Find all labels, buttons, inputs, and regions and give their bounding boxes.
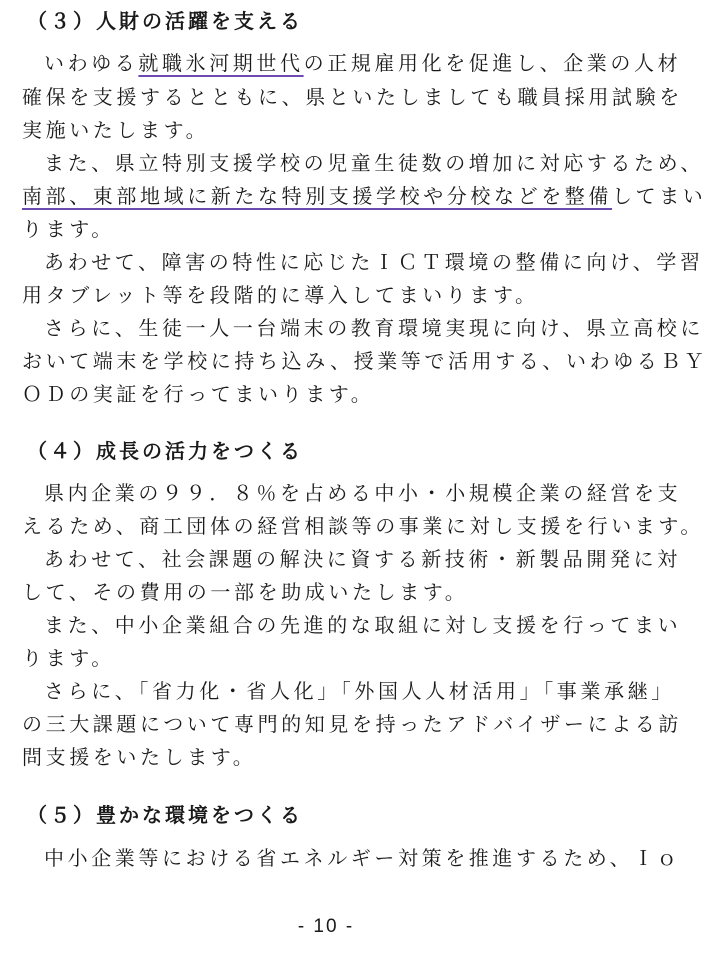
paragraph-line: 実施いたします。: [22, 118, 210, 142]
paragraph-line: あわせて、障害の特性に応じたＩＣＴ環境の整備に向け、学習: [44, 250, 704, 274]
paragraph-line: して、その費用の一部を助成いたします。: [22, 580, 469, 604]
paragraph-line: [22, 183, 707, 209]
paragraph-line: ります。: [22, 217, 115, 241]
paragraph-line: また、県立特別支援学校の児童生徒数の増加に対応するため、: [44, 151, 704, 175]
paragraph-line: さらに、生徒一人一台端末の教育環境実現に向け、県立高校に: [44, 316, 704, 340]
text-run: の正規雇用化を促進し、企業の人材: [303, 51, 682, 75]
underlined-text: 就職氷河期世代: [138, 51, 304, 75]
paragraph-line: ります。: [22, 646, 115, 670]
section-heading-5: （５）豊かな環境をつくる: [27, 803, 303, 827]
page-number: - 10 -: [297, 916, 355, 937]
section-heading-3: （３）人財の活躍を支える: [27, 9, 303, 33]
paragraph-line: 用タブレット等を段階的に導入してまいります。: [22, 283, 539, 307]
paragraph-line: [44, 50, 682, 76]
paragraph-line: 県内企業の９９．８％を占める中小・小規模企業の経営を支: [44, 481, 682, 505]
paragraph-line: えるため、商工団体の経営相談等の事業に対し支援を行います。: [22, 514, 704, 538]
paragraph-line: おいて端末を学校に持ち込み、授業等で活用する、いわゆるＢＹ: [22, 349, 708, 373]
paragraph-line: さらに、「省力化・省人化」「外国人人材活用」「事業承継」: [44, 679, 675, 703]
text-run: いわゆる: [44, 51, 139, 75]
paragraph-line: あわせて、社会課題の解決に資する新技術・新製品開発に対: [44, 547, 681, 571]
paragraph-line: また、中小企業組合の先進的な取組に対し支援を行ってまい: [44, 613, 682, 637]
text-run: してまい: [612, 184, 707, 208]
paragraph-line: 問支援をいたします。: [22, 745, 257, 769]
paragraph-line: 中小企業等における省エネルギー対策を推進するため、Ｉｏ: [44, 846, 681, 870]
paragraph-line: の三大課題について専門的知見を持ったアドバイザーによる訪: [22, 712, 682, 736]
section-heading-4: （４）成長の活力をつくる: [27, 439, 303, 463]
paragraph-line: 確保を支援するとともに、県といたしましても職員採用試験を: [22, 85, 683, 109]
paragraph-line: ＯＤの実証を行ってまいります。: [22, 382, 375, 406]
underlined-text: 南部、東部地域に新たな特別支援学校や分校などを整備: [22, 184, 612, 208]
